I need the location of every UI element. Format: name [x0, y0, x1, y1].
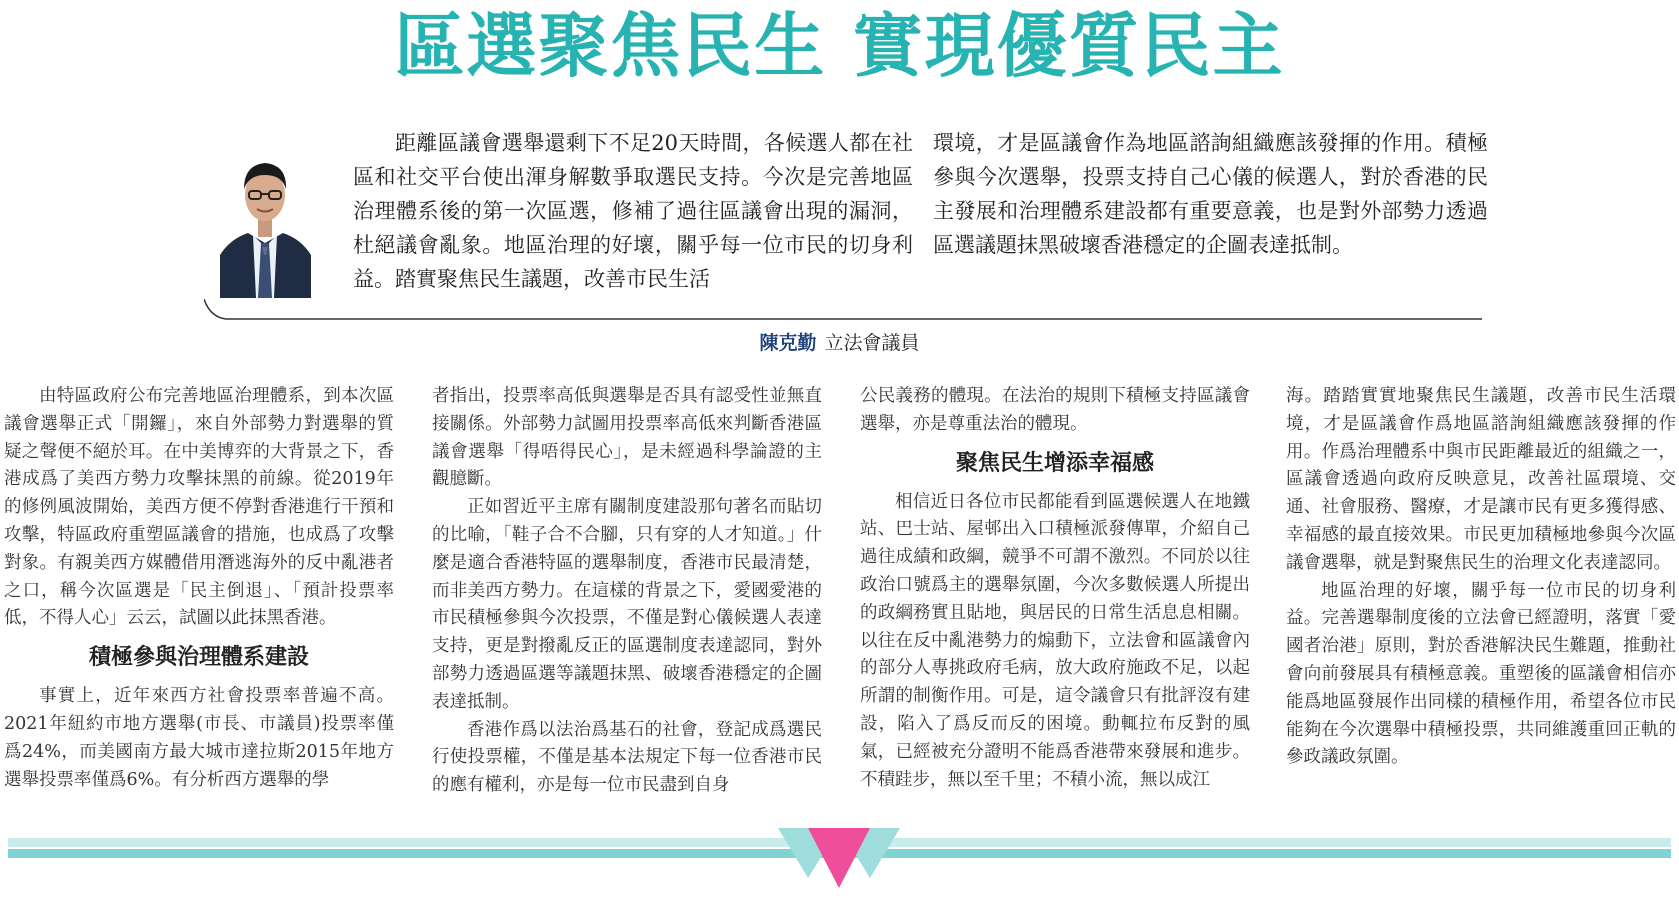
author-photo [220, 143, 311, 298]
author-name: 陳克勤 [759, 332, 817, 354]
paragraph: 者指出，投票率高低與選舉是否具有認受性並無直接關係。外部勢力試圖用投票率高低來判斷香港區議會選舉「得唔得民心」，是未經過科學論證的主觀臆斷。 [432, 386, 822, 490]
lede-divider [204, 299, 1482, 323]
paragraph: 公民義務的體現。在法治的規則下積極支持區議會選舉，亦是尊重法治的體現。 [860, 386, 1250, 434]
paragraph: 由特區政府公布完善地區治理體系，到本次區議會選舉正式「開鑼」，來自外部勢力對選舉的質疑之聲便不絕於耳。在中美博弈的大背景之下，香港成爲了美西方勢力攻擊抹黑的前線。從2019年的修例風波開始，美西方便不停對香港進行干預和攻擊，特區政府重塑區議會的措施，也成爲了攻擊對象。有親美西方媒體借用潛逃海外的反中亂港者之口，稱今次區選是「民主倒退」、「預計投票率低，不得人心」云云，試圖以此抹黑香港。 [4, 386, 394, 629]
lede-column-2 [933, 126, 1488, 262]
article-column-2 [432, 383, 822, 800]
lede-paragraph-1: 距離區議會選舉還剩下不足20天時間，各候選人都在社區和社交平台使出渾身解數爭取選民支持。今次是完善地區治理體系後的第一次區選，修補了過往區議會出現的漏洞，杜絕議會亂象。地區治理的好壞，關乎每一位市民的切身利益。踏實聚焦民生議題，改善市民生活 [353, 131, 913, 291]
paragraph: 事實上，近年來西方社會投票率普遍不高。2021年紐約市地方選舉(市長、市議員)投票率僅爲24%，而美國南方最大城市達拉斯2015年地方選舉投票率僅爲6%。有分析西方選舉的學 [4, 686, 394, 790]
byline [0, 328, 1679, 355]
paragraph: 正如習近平主席有關制度建設那句著名而貼切的比喻，「鞋子合不合腳，只有穿的人才知道。」什麼是適合香港特區的選舉制度，香港市民最清楚，而非美西方勢力。在這樣的背景之下，愛國愛港的市民積極參與今次投票，不僅是對心儀候選人表達支持，更是對撥亂反正的區選制度表達認同，對外部勢力透過區選等議題抹黑、破壞香港穩定的企圖表達抵制。 [432, 497, 822, 712]
subheading: 聚焦民生增添幸福感 [955, 450, 1154, 476]
lede-paragraph-2: 環境，才是區議會作為地區諮詢組織應該發揮的作用。積極參與今次選舉，投票支持自己心儀的候選人，對於香港的民主發展和治理體系建設都有重要意義，也是對外部勢力透過區選議題抹黑破壞香港穩定的企圖表達抵制。 [933, 131, 1488, 257]
article-column-1 [4, 383, 394, 794]
paragraph: 地區治理的好壞，關乎每一位市民的切身利益。完善選舉制度後的立法會已經證明，落實「愛國者治港」原則，對於香港解決民生難題，推動社會向前發展具有積極意義。重塑後的區議會相信亦能爲地區發展作出同樣的積極作用，希望各位市民能夠在今次選舉中積極投票，共同維護重回正軌的參政議政氛圍。 [1286, 580, 1676, 768]
headline: 區選聚焦民生 實現優質民主 [394, 4, 1285, 87]
author-title: 立法會議員 [824, 332, 920, 354]
paragraph: 香港作爲以法治爲基石的社會，登記成爲選民行使投票權，不僅是基本法規定下每一位香港市民的應有權利，亦是每一位市民盡到自身 [432, 719, 822, 796]
paragraph: 相信近日各位市民都能看到區選候選人在地鐵站、巴士站、屋邨出入口積極派發傳單，介紹自己過往成績和政綱，競爭不可謂不激烈。不同於以往政治口號爲主的選舉氛圍，今次多數候選人所提出的政綱務實且貼地，與居民的日常生活息息相關。以往在反中亂港勢力的煽動下，立法會和區議會內的部分人專挑政府毛病，放大政府施政不足，以起所謂的制衡作用。可是，這令議會只有批評沒有建設，陷入了爲反而反的困境。動輒拉布反對的風氣，已經被充分證明不能爲香港帶來發展和進步。不積跬步，無以至千里；不積小流，無以成江 [860, 491, 1250, 790]
article-column-4 [1286, 383, 1676, 772]
lede-column-1 [353, 126, 913, 296]
subheading: 積極參與治理體系建設 [88, 645, 309, 671]
paragraph: 海。踏踏實實地聚焦民生議題，改善市民生活環境，才是區議會作爲地區諮詢組織應該發揮的作用。作爲治理體系中與市民距離最近的組織之一，區議會透過向政府反映意見，改善社區環境、交通、社會服務、醫療，才是讓市民有更多獲得感、幸福感的最直接效果。市民更加積極地參與今次區議會選舉，就是對聚焦民生的治理文化表達認同。 [1286, 386, 1676, 573]
footer-decoration [8, 828, 1671, 900]
article-column-3 [860, 383, 1250, 794]
